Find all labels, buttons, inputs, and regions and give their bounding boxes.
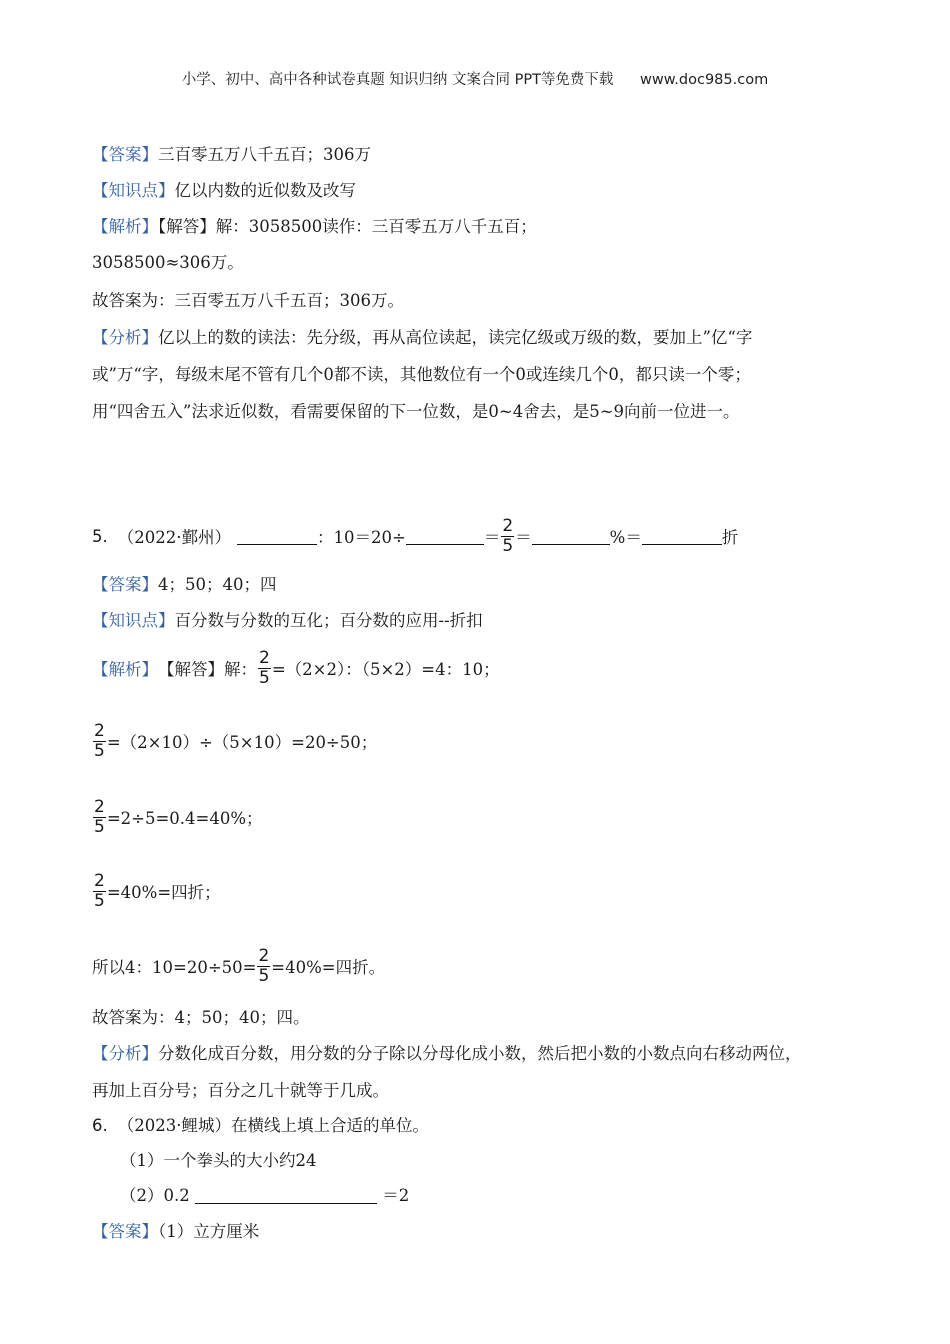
fx-tag: 【分析】 (92, 328, 158, 347)
q6-number: 6. (92, 1116, 108, 1135)
q4-knowledge-point: 【知识点】亿以内数的近似数及改写 (92, 181, 356, 200)
q6-sub1: （1）一个拳头的大小约24 (120, 1151, 317, 1170)
fx-tag: 【分析】 (92, 1044, 158, 1063)
q5-analysis-line6: 故答案为：4；50；40；四。 (92, 1008, 310, 1027)
q6-sub2: （2）0.2 ＝2 (120, 1186, 410, 1205)
q5-analysis: 【解析】 【解答】解： $\frac{2}{5}$ =（2×2）：（5×2）=4：10； (92, 647, 500, 688)
header-text: 小学、初中、高中各种试卷真题 知识归纳 文案合同 PPT等免费下载 (181, 72, 614, 88)
q5-analysis-line3: $\frac{2}{5}$ =2÷5=0.4=40%； (94, 796, 263, 837)
answer-tag: 【答案】 (92, 575, 158, 594)
q5-blank-4[interactable] (642, 528, 722, 545)
q4-reasoning-line3: 用“四舍五入”法求近似数，看需要保留的下一位数，是0~4舍去，是5~9向前一位进一。 (92, 402, 740, 421)
q5-knowledge-point: 【知识点】百分数与分数的互化；百分数的应用--折扣 (92, 611, 483, 630)
fraction-2-5: $\frac{2}{5}$ (94, 796, 105, 837)
fraction-2-5: $\frac{2}{5}$ (94, 720, 105, 761)
kp-tag: 【知识点】 (92, 181, 175, 200)
q4-analysis-line2: 3058500≈306万。 (92, 253, 244, 272)
kp-tag: 【知识点】 (92, 611, 175, 630)
q5-analysis-line5: 所以4：10=20÷50= $\frac{2}{5}$ =40%=四折。 (92, 945, 386, 986)
q4-analysis: 【解析】【解答】解：3058500读作：三百零五万八千五百； (92, 217, 537, 236)
q4-reasoning: 【分析】亿以上的数的读法：先分级，再从高位读起，读完亿级或万级的数，要加上”亿“字 (92, 328, 753, 347)
q6-answer: 【答案】（1）立方厘米 (92, 1222, 260, 1241)
fraction-2-5: $\frac{2}{5}$ (502, 515, 514, 556)
q5-answer: 【答案】4；50；40；四 (92, 575, 277, 594)
header-site-link[interactable]: www.doc985.com (640, 72, 769, 88)
jx-tag: 【解析】 (92, 660, 158, 679)
answer-tag: 【答案】 (92, 1222, 158, 1241)
q5-source: （2022·鄞州） (117, 528, 231, 547)
q5-reasoning: 【分析】分数化成百分数，用分数的分子除以分母化成小数，然后把小数的小数点向右移动两位， (92, 1044, 802, 1063)
q5-blank-3[interactable] (532, 528, 610, 545)
fraction-2-5: $\frac{2}{5}$ (258, 945, 270, 986)
q5-analysis-line2: $\frac{2}{5}$ =（2×10）÷（5×10）=20÷50； (94, 720, 378, 761)
page-header (0, 68, 950, 89)
q6-question: 6. （2023·鲤城）在横线上填上合适的单位。 (92, 1116, 429, 1135)
answer-tag: 【答案】 (92, 145, 158, 164)
fraction-2-5: $\frac{2}{5}$ (94, 870, 105, 911)
q5-blank-1[interactable] (237, 528, 317, 545)
jx-tag: 【解析】 (92, 217, 158, 236)
q4-reasoning-line2: 或”万“字，每级末尾不管有几个0都不读，其他数位有一个0或连续几个0，都只读一个零； (92, 365, 751, 384)
q5-question: 5. （2022·鄞州） ：10＝20÷ ＝ $\frac{2}{5}$ ＝ %＝ 折 (92, 515, 739, 556)
q4-analysis-line3: 故答案为：三百零五万八千五百；306万。 (92, 291, 404, 310)
q5-blank-2[interactable] (406, 528, 484, 545)
fraction-2-5: $\frac{2}{5}$ (259, 647, 270, 688)
q4-answer: 【答案】三百零五万八千五百；306万 (92, 145, 371, 164)
q5-reasoning-line2: 再加上百分号；百分之几十就等于几成。 (92, 1081, 389, 1100)
q5-analysis-line4: $\frac{2}{5}$ =40%=四折； (94, 870, 221, 911)
q5-number: 5. (92, 526, 108, 546)
q6-blank-2[interactable] (195, 1187, 377, 1204)
